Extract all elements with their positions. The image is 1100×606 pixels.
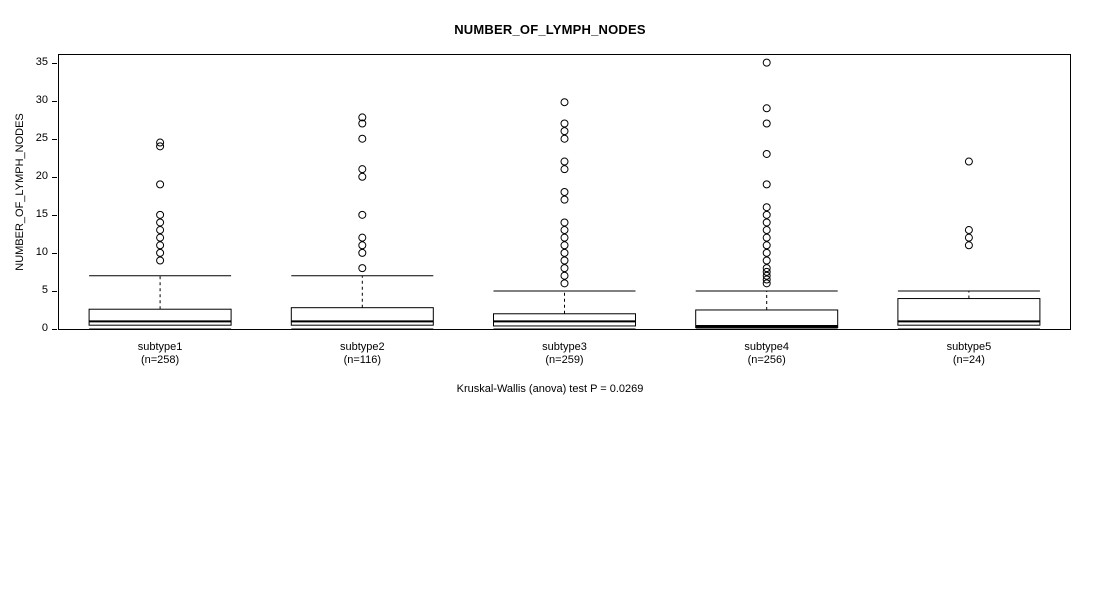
outlier-point (561, 227, 568, 234)
outlier-point (965, 158, 972, 165)
box-iqr (89, 309, 231, 325)
outlier-point (561, 280, 568, 287)
x-group-count: (n=116) (343, 354, 381, 366)
outlier-point (561, 249, 568, 256)
outlier-point (157, 234, 164, 241)
outlier-point (561, 158, 568, 165)
box-iqr (291, 308, 433, 326)
y-tick-mark (52, 215, 57, 216)
outlier-point (763, 150, 770, 157)
outlier-point (561, 196, 568, 203)
x-group-count: (n=256) (747, 354, 786, 366)
outlier-point (561, 272, 568, 279)
boxplot-group (291, 114, 433, 329)
outlier-point (763, 249, 770, 256)
boxplot-group (696, 59, 838, 329)
y-tick-label: 10 (35, 245, 48, 258)
x-group-count: (n=259) (545, 354, 584, 366)
outlier-point (561, 257, 568, 264)
outlier-point (359, 265, 366, 272)
y-tick-label: 15 (35, 207, 48, 220)
x-group-name: subtype2 (339, 341, 385, 353)
outlier-point (359, 135, 366, 142)
x-group-name: subtype3 (542, 341, 587, 353)
outlier-point (157, 257, 164, 264)
outlier-point (763, 234, 770, 241)
y-tick-label: 5 (41, 283, 48, 296)
outlier-point (965, 227, 972, 234)
outlier-point (157, 227, 164, 234)
boxplot-group (494, 99, 636, 329)
outlier-point (965, 242, 972, 249)
x-group-count: (n=258) (140, 354, 180, 366)
y-tick-label: 25 (35, 131, 48, 144)
outlier-point (157, 242, 164, 249)
x-group-label (697, 341, 837, 367)
outlier-point (763, 59, 770, 66)
chart-title: NUMBER_OF_LYMPH_NODES (454, 22, 646, 37)
x-group-name: subtype5 (946, 341, 992, 353)
y-tick-label: 35 (35, 55, 48, 68)
outlier-point (763, 242, 770, 249)
outlier-point (157, 181, 164, 188)
y-tick-mark (52, 101, 57, 102)
outlier-point (763, 120, 770, 127)
plot-area (58, 54, 1071, 330)
outlier-point (157, 219, 164, 226)
x-group-count: (n=24) (952, 354, 985, 366)
outlier-point (359, 173, 366, 180)
outlier-point (561, 120, 568, 127)
y-tick-label: 30 (35, 93, 48, 106)
outlier-point (157, 249, 164, 256)
outlier-point (359, 211, 366, 218)
y-tick-mark (52, 329, 57, 330)
outlier-point (561, 189, 568, 196)
outlier-point (359, 166, 366, 173)
outlier-point (359, 249, 366, 256)
x-group-label (292, 341, 432, 367)
y-tick-mark (52, 177, 57, 178)
box-iqr (696, 310, 838, 328)
outlier-point (763, 181, 770, 188)
x-group-label (90, 341, 230, 367)
outlier-point (359, 234, 366, 241)
y-tick-mark (52, 253, 57, 254)
y-axis-label: NUMBER_OF_LYMPH_NODES (14, 113, 26, 271)
x-group-name: subtype1 (137, 341, 183, 353)
y-tick-mark (52, 139, 57, 140)
outlier-point (763, 105, 770, 112)
outlier-point (157, 211, 164, 218)
x-group-label (495, 341, 635, 367)
box-iqr (494, 314, 636, 326)
outlier-point (561, 219, 568, 226)
outlier-point (763, 204, 770, 211)
outlier-point (561, 128, 568, 135)
y-tick-label: 0 (41, 322, 48, 334)
outlier-point (763, 219, 770, 226)
boxplot-group (89, 139, 231, 329)
boxplot-svg (59, 55, 1070, 329)
outlier-point (561, 242, 568, 249)
outlier-point (561, 166, 568, 173)
y-axis-label-container (14, 113, 28, 606)
outlier-point (965, 234, 972, 241)
x-group-label (899, 341, 1039, 367)
outlier-point (561, 234, 568, 241)
outlier-point (561, 99, 568, 106)
y-tick-mark (52, 63, 57, 64)
x-group-name: subtype4 (744, 341, 790, 353)
outlier-point (763, 211, 770, 218)
outlier-point (763, 257, 770, 264)
outlier-point (561, 135, 568, 142)
y-tick-label: 20 (35, 169, 48, 182)
outlier-point (561, 265, 568, 272)
y-tick-mark (52, 291, 57, 292)
boxplot-group (898, 158, 1040, 329)
statistical-test-footnote: Kruskal-Wallis (anova) test P = 0.0269 (456, 383, 644, 395)
outlier-point (359, 242, 366, 249)
outlier-point (763, 227, 770, 234)
